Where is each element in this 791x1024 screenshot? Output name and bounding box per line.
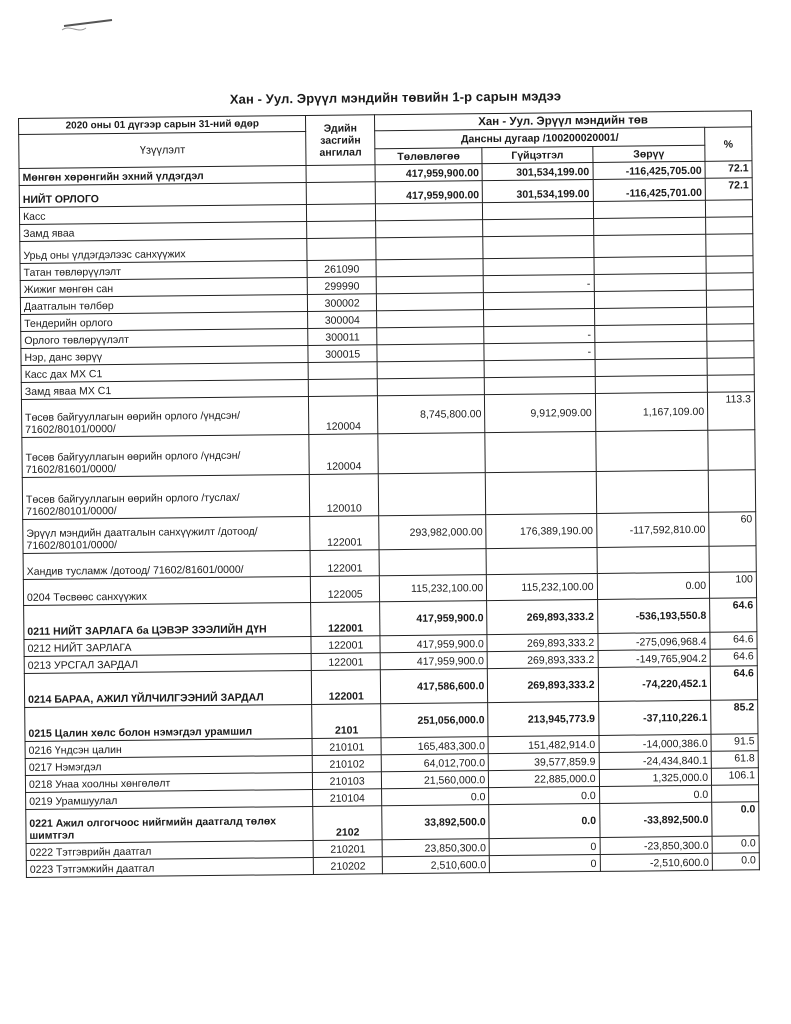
row-label: 0218 Унаа хоолны хөнгөлөлт <box>25 772 313 792</box>
row-label: НИЙТ ОРЛОГО <box>19 182 307 207</box>
row-plan: 417,959,900.0 <box>380 601 488 636</box>
report-table-container <box>18 110 760 878</box>
row-diff <box>595 341 708 359</box>
row-code: 210102 <box>313 755 382 773</box>
row-plan <box>377 378 484 396</box>
row-label: 0219 Урамшуулал <box>26 789 314 809</box>
row-code: 122001 <box>311 602 380 637</box>
row-diff: -536,193,550.8 <box>597 598 710 633</box>
row-percent: 0.0 <box>712 836 759 853</box>
row-plan: 8,745,800.00 <box>377 395 485 434</box>
row-actual: 22,885,000.0 <box>489 769 600 787</box>
row-plan <box>375 203 482 221</box>
plan-header: Төлөвлөгөө <box>375 148 482 165</box>
row-actual <box>484 291 595 309</box>
row-actual: 301,534,199.00 <box>482 179 593 202</box>
row-plan: 115,232,100.00 <box>379 575 487 602</box>
account-header: Дансны дугаар /100200020001/ <box>375 127 705 148</box>
row-diff: -23,850,300.0 <box>600 836 713 854</box>
row-plan: 165,483,300.0 <box>381 737 488 755</box>
row-percent: 72.1 <box>705 161 752 178</box>
row-code: 122001 <box>310 516 379 551</box>
row-plan <box>377 310 484 328</box>
row-percent <box>708 470 755 512</box>
row-percent: 113.3 <box>707 392 754 430</box>
row-plan: 417,959,900.0 <box>380 652 487 670</box>
row-label: Замд яваа МХ С1 <box>21 379 309 399</box>
row-label: 0215 Цалин хөлс болон нэмэгдэл урамшил <box>25 704 313 741</box>
row-label: Касс <box>19 204 307 224</box>
row-label: 0223 Тэтгэмжийн даатгал <box>26 857 314 877</box>
row-actual: - <box>484 325 595 343</box>
row-label: Эрүүл мэндийн даатгалын санхүүжилт /дотоод/ 71602/80101/0000/ <box>23 516 311 553</box>
row-actual <box>486 547 597 574</box>
row-percent <box>706 217 753 234</box>
row-plan <box>378 433 486 474</box>
row-diff <box>594 290 707 308</box>
row-percent <box>706 256 753 273</box>
row-code: 299990 <box>308 277 377 295</box>
row-percent <box>712 785 759 802</box>
row-code: 122005 <box>311 576 380 603</box>
row-plan <box>379 549 487 576</box>
row-percent: 64.6 <box>710 598 757 632</box>
row-actual: 269,893,333.2 <box>487 650 598 668</box>
row-label: Төсөв байгууллагын өөрийн орлого /үндсэн/ 71602/81601/0000/ <box>22 434 310 477</box>
row-code <box>307 238 376 261</box>
row-label: Нэр, данс зөрүү <box>21 345 309 365</box>
row-code: 120004 <box>309 396 378 435</box>
row-percent <box>707 358 754 375</box>
row-diff: 0.00 <box>597 572 710 599</box>
row-actual: 0.0 <box>489 786 600 804</box>
row-plan <box>376 276 483 294</box>
row-code <box>307 204 376 222</box>
indicator-header: Үзүүлэлт <box>19 131 307 168</box>
row-plan <box>376 220 483 238</box>
row-diff <box>595 358 708 376</box>
report-title: Хан - Уул. Эрүүл мэндийн төвийн 1-р сарын мэдээ <box>229 88 562 107</box>
row-actual <box>483 201 594 219</box>
row-plan <box>376 259 483 277</box>
row-plan: 33,892,500.0 <box>382 805 490 840</box>
row-code <box>309 379 378 397</box>
row-actual: 9,912,909.00 <box>485 393 596 432</box>
row-label: Замд яваа <box>20 221 308 241</box>
row-diff <box>597 546 710 573</box>
row-percent <box>707 324 754 341</box>
row-actual: 0 <box>490 854 601 872</box>
row-actual: 301,534,199.00 <box>482 162 593 180</box>
row-actual <box>483 235 594 258</box>
percent-header: % <box>705 127 752 161</box>
row-label: 0211 НИЙТ ЗАРЛАГА ба ЦЭВЭР ЗЭЭЛИЙН ДҮН <box>24 602 312 639</box>
row-diff <box>593 200 706 218</box>
row-percent <box>709 546 756 572</box>
row-percent: 60 <box>709 512 756 546</box>
row-percent: 91.5 <box>711 734 758 751</box>
row-code: 120010 <box>310 474 379 517</box>
row-diff: 1,325,000.0 <box>599 768 712 786</box>
actual-header: Гүйцэтгэл <box>482 146 593 163</box>
row-diff: -14,000,386.0 <box>599 734 712 752</box>
row-code <box>306 165 375 183</box>
row-label: 0217 Нэмэгдэл <box>25 755 313 775</box>
row-code: 300015 <box>308 345 377 363</box>
row-percent <box>708 430 755 470</box>
row-plan <box>376 293 483 311</box>
row-code: 300002 <box>308 294 377 312</box>
row-plan <box>378 473 486 516</box>
row-percent <box>706 273 753 290</box>
row-label: 0222 Тэтгэврийн даатгал <box>26 840 314 860</box>
row-plan: 293,982,000.00 <box>379 515 487 550</box>
row-actual <box>484 308 595 326</box>
row-percent: 64.6 <box>710 666 757 700</box>
row-percent: 72.1 <box>705 178 752 200</box>
row-percent <box>707 375 754 392</box>
row-actual <box>485 376 596 394</box>
row-diff <box>594 273 707 291</box>
row-plan: 21,560,000.0 <box>381 771 488 789</box>
row-label: Урьд оны үлдэгдэлээс санхүүжих <box>20 238 308 263</box>
row-plan: 64,012,700.0 <box>381 754 488 772</box>
code-header: Эдийн засгийн ангилал <box>306 115 375 166</box>
row-diff: 1,167,109.00 <box>595 392 708 431</box>
row-actual <box>483 257 594 275</box>
row-diff: -74,220,452.1 <box>598 666 711 701</box>
row-actual: 151,482,914.0 <box>488 735 599 753</box>
row-plan: 0.0 <box>382 788 489 806</box>
row-diff <box>596 470 709 513</box>
row-code: 210103 <box>313 772 382 790</box>
diff-header: Зөрүү <box>592 145 705 162</box>
row-label: Орлого төвлөрүүлэлт <box>21 328 309 348</box>
report-table <box>18 110 760 878</box>
row-diff: -117,592,810.00 <box>596 512 709 547</box>
row-percent: 100 <box>709 572 756 598</box>
row-actual: 269,893,333.2 <box>488 667 599 702</box>
row-actual: 115,232,100.00 <box>487 573 598 600</box>
row-actual <box>483 218 594 236</box>
row-plan: 417,959,900.00 <box>375 181 482 204</box>
row-code: 122001 <box>310 550 379 577</box>
row-code: 261090 <box>307 260 376 278</box>
row-diff: -149,765,904.2 <box>598 649 711 667</box>
row-diff <box>595 430 708 471</box>
row-diff: -37,110,226.1 <box>598 700 711 735</box>
row-label: Жижиг мөнгөн сан <box>20 277 308 297</box>
row-plan: 417,959,900.00 <box>375 164 482 182</box>
row-actual: 0.0 <box>489 803 600 838</box>
row-label: Татан төвлөрүүлэлт <box>20 260 308 280</box>
row-code: 300004 <box>308 311 377 329</box>
row-plan: 251,056,000.0 <box>381 703 489 738</box>
row-code: 210104 <box>313 789 382 807</box>
row-code <box>307 221 376 239</box>
row-actual: 269,893,333.2 <box>487 599 598 634</box>
row-code: 122001 <box>312 670 381 705</box>
row-label: 0213 УРСГАЛ ЗАРДАЛ <box>24 653 312 673</box>
row-actual <box>486 471 597 514</box>
row-diff <box>595 375 708 393</box>
row-label: Хандив тусламж /дотоод/ 71602/81601/0000/ <box>23 550 311 579</box>
row-actual: 39,577,859.9 <box>488 752 599 770</box>
row-label: 0221 Ажил олгогчоос нийгмийн даатгалд төлөх шимтгэл <box>26 806 314 843</box>
row-label: Төсөв байгууллагын өөрийн орлого /туслах/ 71602/80101/0000/ <box>22 474 310 519</box>
row-diff <box>593 217 706 235</box>
row-label: 0216 Үндсэн цалин <box>25 738 313 758</box>
row-plan: 417,959,900.0 <box>380 635 487 653</box>
row-diff: -2,510,600.0 <box>600 853 713 871</box>
row-percent: 64.6 <box>710 649 757 666</box>
row-percent <box>706 234 753 256</box>
row-label: 0212 НИЙТ ЗАРЛАГА <box>24 636 312 656</box>
row-actual: 0 <box>489 837 600 855</box>
row-percent: 0.0 <box>712 802 759 836</box>
row-percent: 106.1 <box>711 768 758 785</box>
row-diff: -116,425,705.00 <box>593 161 706 179</box>
row-code <box>307 182 376 205</box>
row-code: 2101 <box>312 704 381 739</box>
row-plan <box>377 344 484 362</box>
row-diff: -275,096,968.4 <box>598 632 711 650</box>
row-actual: 213,945,773.9 <box>488 701 599 736</box>
row-percent <box>706 290 753 307</box>
row-percent: 64.6 <box>710 632 757 649</box>
row-code: 2102 <box>313 806 382 841</box>
row-code: 210101 <box>312 738 381 756</box>
row-label: Мөнгөн хөрөнгийн эхний үлдэгдэл <box>19 165 307 185</box>
row-actual <box>484 359 595 377</box>
row-code: 120004 <box>309 434 378 475</box>
row-label: 0214 БАРАА, АЖИЛ ҮЙЛЧИЛГЭЭНИЙ ЗАРДАЛ <box>24 670 312 707</box>
row-plan <box>377 361 484 379</box>
row-percent <box>707 307 754 324</box>
org-header: Хан - Уул. Эрүүл мэндийн төв <box>375 111 752 131</box>
row-diff <box>594 324 707 342</box>
row-diff: -116,425,701.00 <box>593 178 706 201</box>
row-percent <box>705 200 752 217</box>
row-diff: -33,892,500.0 <box>599 802 712 837</box>
row-percent: 61.8 <box>711 751 758 768</box>
row-label: Даатгалын төлбөр <box>20 294 308 314</box>
row-percent: 85.2 <box>711 700 758 734</box>
row-label: Тендерийн орлого <box>21 311 309 331</box>
row-actual: - <box>484 342 595 360</box>
scan-mark <box>60 14 120 36</box>
row-plan <box>376 237 483 260</box>
row-actual: 176,389,190.00 <box>486 513 597 548</box>
row-diff <box>594 307 707 325</box>
row-code: 122001 <box>311 653 380 671</box>
row-diff <box>593 234 706 257</box>
date-label: 2020 оны 01 дүгээр сарын 31-ний өдөр <box>19 115 306 134</box>
row-code <box>308 362 377 380</box>
row-code: 210201 <box>313 840 382 858</box>
row-diff: -24,434,840.1 <box>599 751 712 769</box>
row-plan: 417,586,600.0 <box>380 669 488 704</box>
row-plan: 23,850,300.0 <box>382 839 489 857</box>
row-diff <box>594 256 707 274</box>
row-label: Касс дах МХ С1 <box>21 362 309 382</box>
row-actual: 269,893,333.2 <box>487 633 598 651</box>
row-label: 0204 Төсвөөс санхүүжих <box>23 576 311 605</box>
row-plan: 2,510,600.0 <box>382 856 489 874</box>
row-diff: 0.0 <box>599 785 712 803</box>
row-code: 300011 <box>308 328 377 346</box>
row-code: 210202 <box>314 857 383 875</box>
row-actual: - <box>483 274 594 292</box>
row-plan <box>377 327 484 345</box>
row-percent <box>707 341 754 358</box>
row-label: Төсөв байгууллагын өөрийн орлого /үндсэн/ 71602/80101/0000/ <box>21 396 309 437</box>
row-code: 122001 <box>311 636 380 654</box>
row-percent: 0.0 <box>712 853 759 870</box>
row-actual <box>485 431 596 472</box>
